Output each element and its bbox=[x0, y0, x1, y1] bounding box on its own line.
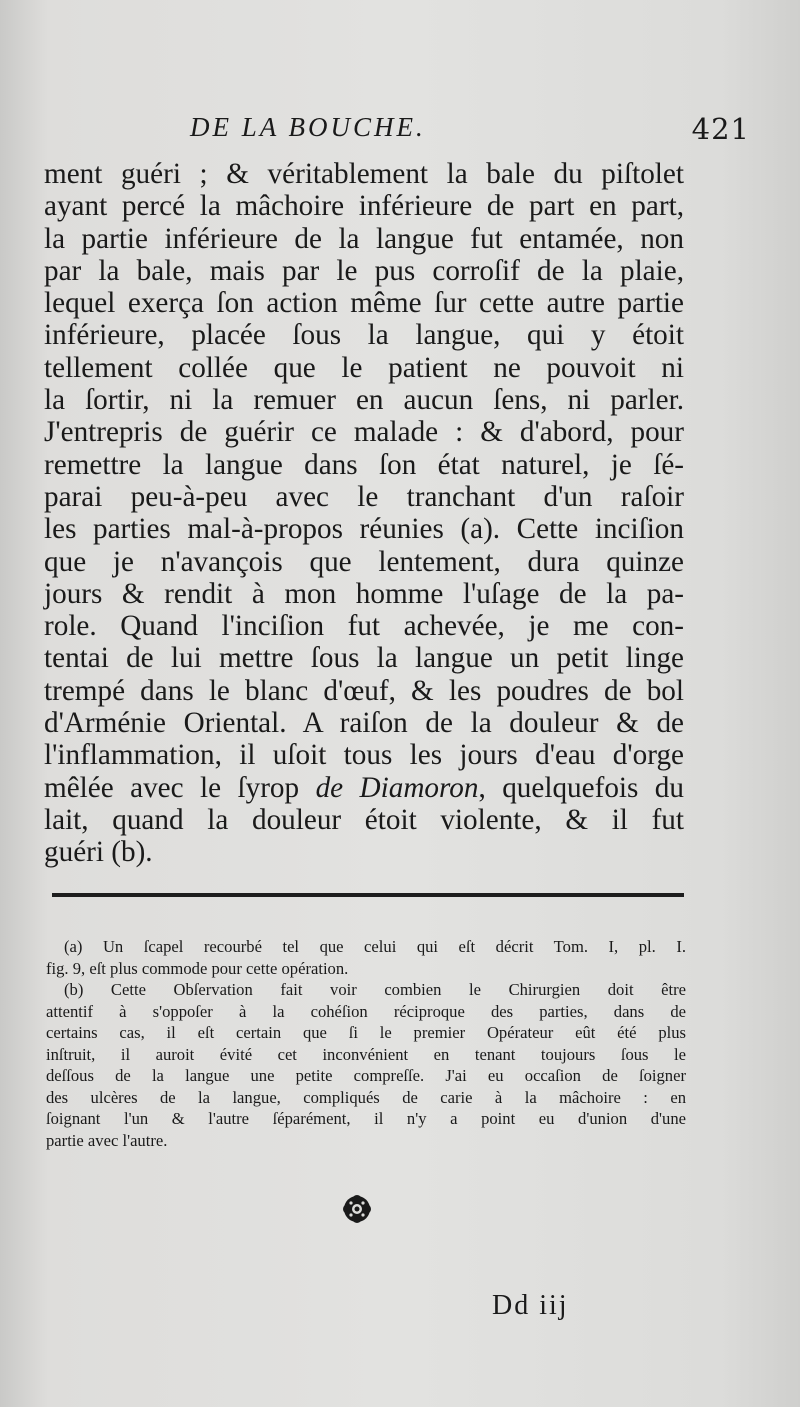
text-line: par la bale, mais par le pus corroſif de la plaie, bbox=[44, 254, 684, 287]
footnote-rule bbox=[52, 893, 684, 897]
text-line: trempé dans le blanc d'œuf, & les poudres de bol bbox=[44, 674, 684, 707]
fleuron-ornament-icon bbox=[340, 1192, 374, 1226]
text-line: tentai de lui mettre ſous la langue un petit linge bbox=[44, 642, 684, 675]
text-line: que je n'avançois que lentement, dura quinze bbox=[44, 545, 684, 578]
text-line: ment guéri ; & véritablement la bale du piſtolet bbox=[44, 158, 684, 190]
footnote-b-line: partie avec l'autre. bbox=[46, 1130, 168, 1150]
footnotes bbox=[46, 936, 686, 1151]
text-line: parai peu-à-peu avec le tranchant d'un raſoir bbox=[44, 480, 684, 513]
text-segment: mêlée avec le ſyrop bbox=[44, 771, 300, 804]
text-line: la ſortir, ni la remuer en aucun ſens, ni parler. bbox=[44, 384, 684, 417]
footnote-b-line: attentif à s'oppoſer à la cohéſion réciproque des parties, dans de bbox=[46, 1001, 686, 1021]
text-line: role. Quand l'inciſion fut achevée, je me con- bbox=[44, 610, 684, 643]
footnote-b-line: ſoignant l'un & l'autre ſéparément, il n'y a point eu d'union d'une bbox=[46, 1109, 686, 1128]
main-text bbox=[44, 158, 684, 869]
text-line: lequel exerça ſon action même ſur cette autre partie bbox=[44, 287, 684, 320]
text-line: J'entrepris de guérir ce malade : & d'abord, pour bbox=[44, 416, 684, 449]
footnote-a-line: fig. 9, eſt plus commode pour cette opération. bbox=[46, 958, 349, 978]
text-line: remettre la langue dans ſon état naturel, je ſé- bbox=[44, 448, 684, 481]
signature-mark: Dd iij bbox=[492, 1290, 569, 1321]
text-line: tellement collée que le patient ne pouvoit ni bbox=[44, 351, 684, 384]
text-line: d'Arménie Oriental. A raiſon de la douleur & de bbox=[44, 707, 684, 740]
text-segment: , quelquefois du bbox=[478, 771, 684, 804]
footnote-b-line: des ulcères de la langue, compliqués de carie à la mâchoire : en bbox=[46, 1087, 686, 1107]
running-title: DE LA BOUCHE. bbox=[190, 112, 426, 142]
footnote-b-line: inſtruit, il auroit évité cet inconvénient en tenant toujours ſous le bbox=[46, 1044, 686, 1064]
text-line: jours & rendit à mon homme l'uſage de la pa- bbox=[44, 577, 684, 610]
italic-term: de Diamoron bbox=[315, 771, 479, 804]
text-line: la partie inférieure de la langue fut entamée, non bbox=[44, 222, 684, 255]
footnote-b-line: certains cas, il eſt certain que ſi le premier Opérateur eût été plus bbox=[46, 1023, 686, 1042]
running-head bbox=[190, 112, 750, 146]
text-line-with-italic bbox=[44, 772, 684, 804]
text-line: ayant percé la mâchoire inférieure de part en part, bbox=[44, 190, 684, 223]
text-line: lait, quand la douleur étoit violente, & il fut bbox=[44, 803, 684, 836]
footnote-a-line: (a) Un ſcapel recourbé tel que celui qui eſt décrit Tom. I, pl. I. bbox=[64, 937, 686, 956]
footnote-b-line: deſſous de la langue une petite compreſſe. J'ai eu occaſion de ſoigner bbox=[46, 1066, 686, 1085]
text-line: l'inflammation, il uſoit tous les jours d'eau d'orge bbox=[44, 739, 684, 772]
page-number: 421 bbox=[691, 112, 750, 146]
text-line: inférieure, placée ſous la langue, qui y étoit bbox=[44, 319, 684, 352]
text-line: les parties mal-à-propos réunies (a). Cette inciſion bbox=[44, 513, 684, 546]
text-line: guéri (b). bbox=[44, 836, 153, 869]
footnote-b-line: (b) Cette Obſervation fait voir combien le Chirurgien doit être bbox=[64, 980, 686, 999]
